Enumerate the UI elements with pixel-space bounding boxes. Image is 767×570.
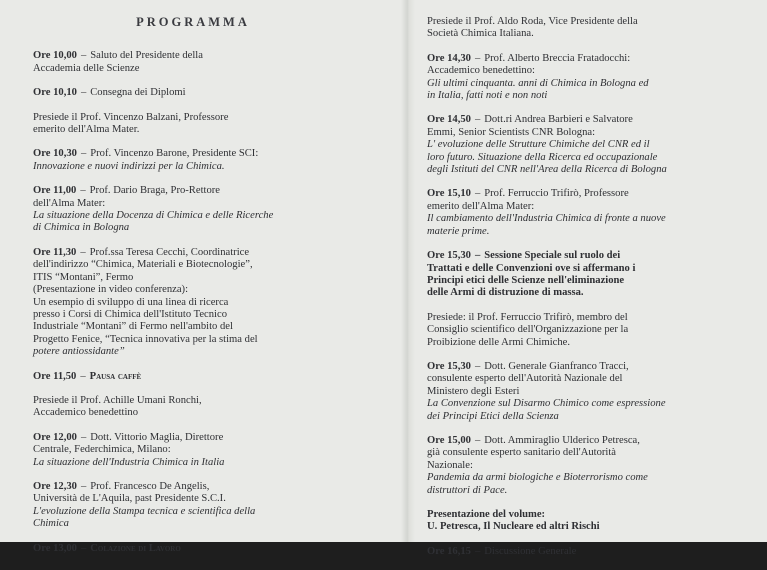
- program-entry: [33, 112, 353, 137]
- entry-time: Ore 14,30: [427, 52, 471, 64]
- entry-dash: –: [80, 50, 87, 62]
- entry-line: [427, 287, 745, 299]
- entry-dash: –: [80, 370, 86, 382]
- entry-topic: loro futuro. Situazione della Ricerca ed occupazionale: [427, 151, 658, 163]
- entry-text: emerito dell'Alma Mater:: [427, 200, 535, 212]
- entry-time: Ore 11,30: [33, 246, 77, 258]
- entry-line: [33, 185, 353, 197]
- entry-line: [427, 337, 745, 349]
- entry-text: Centrale, Federchimica, Milano:: [33, 444, 171, 456]
- entry-text: Ministero degli Esteri: [427, 385, 520, 397]
- program-entry: [33, 371, 353, 383]
- entry-line: [427, 324, 745, 336]
- program-entry: [33, 481, 353, 531]
- entry-text: Pausa caffè: [89, 370, 142, 382]
- entry-line: [427, 521, 745, 533]
- entry-text: Società Chimica Italiana.: [427, 28, 534, 40]
- entry-text: Industriale “Montani” di Fermo nell'ambito del: [33, 321, 233, 333]
- entry-time: Ore 15,10: [427, 188, 471, 200]
- entry-line: [33, 432, 353, 444]
- right-column: [427, 0, 745, 570]
- entry-text: Prof.ssa Teresa Cecchi, Coordinatrice: [89, 246, 250, 258]
- entry-time: Ore 15,00: [427, 434, 471, 446]
- entry-text: Prof. Ferruccio Trifirò, Professore: [484, 188, 629, 200]
- entry-topic: di Chimica in Bologna: [33, 222, 130, 234]
- entry-time: Ore 13,00: [33, 542, 77, 554]
- entry-line: [33, 247, 353, 259]
- entry-line: [427, 546, 745, 558]
- entry-text: Presiede il Prof. Vincenzo Balzani, Professore: [33, 111, 229, 123]
- entry-topic: L'evoluzione della Stampa tecnica e scientifica della: [33, 505, 256, 517]
- entry-line: [427, 16, 745, 28]
- entry-line: [427, 53, 745, 65]
- program-entry: [427, 250, 745, 300]
- entry-line: [427, 65, 745, 77]
- entry-time: Ore 11,00: [33, 185, 77, 197]
- entry-time: Ore 10,00: [33, 50, 77, 62]
- program-entry: [33, 395, 353, 420]
- program-entry: [427, 312, 745, 349]
- program-entry: [33, 543, 353, 555]
- entry-line: [427, 312, 745, 324]
- entry-line: [427, 460, 745, 472]
- entry-topic: Il cambiamento dell'Industria Chimica di fronte a nuove: [427, 213, 666, 225]
- program-entry: [427, 53, 745, 103]
- program-entry: [427, 361, 745, 423]
- entry-topic: Innovazione e nuovi indirizzi per la Chimica.: [33, 160, 225, 172]
- entry-text: Proibizione delle Armi Chimiche.: [427, 336, 570, 348]
- entry-line: [33, 395, 353, 407]
- program-entry: [427, 435, 745, 497]
- entry-time: Ore 11,50: [33, 370, 77, 382]
- entry-text: Un esempio di sviluppo di una linea di ricerca: [33, 296, 229, 308]
- entry-line: [33, 493, 353, 505]
- program-entry: [427, 188, 745, 238]
- entry-topic: La situazione della Docenza di Chimica e delle Ricerche: [33, 210, 274, 222]
- entry-line: [33, 50, 353, 62]
- entry-line: [427, 188, 745, 200]
- entry-text: Principi etici delle Scienze nell'eliminazione: [427, 274, 625, 286]
- entry-time: Ore 14,50: [427, 114, 471, 126]
- entry-dash: –: [474, 52, 481, 64]
- entry-text: (Presentazione in video conferenza):: [33, 284, 189, 296]
- entry-text: dell'indirizzo “Chimica, Materiali e Biotecnologie”,: [33, 259, 253, 271]
- entry-time: Ore 16,15: [427, 545, 471, 557]
- program-entry: [427, 114, 745, 176]
- entry-text: Accademico benedettino:: [427, 65, 535, 77]
- entry-topic: Gli ultimi cinquanta. anni di Chimica in Bologna ed: [427, 77, 649, 89]
- entry-dash: –: [474, 250, 481, 262]
- entry-line: [33, 371, 353, 383]
- entry-time: Ore 15,30: [427, 250, 471, 262]
- entry-topic: degli Istituti del CNR nell'Area della Ricerca di Bologna: [427, 164, 667, 176]
- entry-line: [427, 127, 745, 139]
- program-entry: [427, 509, 745, 534]
- entry-text: dell'Alma Mater:: [33, 197, 106, 209]
- entry-line: [427, 250, 745, 262]
- entry-text: Prof. Vincenzo Barone, Presidente SCI:: [90, 148, 259, 160]
- entry-line: [33, 198, 353, 210]
- entry-dash: –: [80, 185, 86, 197]
- program-entry: [33, 50, 353, 75]
- entry-line: [33, 112, 353, 124]
- entry-topic: materie prime.: [427, 225, 490, 237]
- entry-dash: –: [80, 431, 87, 443]
- entry-text: Università de L'Aquila, past Presidente S.C.I.: [33, 493, 226, 505]
- entry-dash: –: [80, 480, 87, 492]
- entry-text: Prof. Alberto Breccia Fratadocchi:: [484, 52, 631, 64]
- entry-topic: distruttori di Pace.: [427, 484, 508, 496]
- entry-text: Progetto Fenice, “Tecnica innovativa per la stima del: [33, 333, 258, 345]
- entry-time: Ore 12,30: [33, 480, 77, 492]
- entry-text: Prof. Dario Braga, Pro-Rettore: [89, 185, 220, 197]
- entry-time: Ore 12,00: [33, 431, 77, 443]
- entry-line: [427, 114, 745, 126]
- entry-line: [33, 407, 353, 419]
- entry-line: [33, 272, 353, 284]
- entry-text: ITIS “Montani”, Fermo: [33, 271, 134, 283]
- entry-dash: –: [80, 87, 87, 99]
- entry-line: [33, 543, 353, 555]
- entry-text: Dott. Ammiraglio Ulderico Petresca,: [484, 434, 640, 446]
- entry-text: Accademico benedettino: [33, 407, 139, 419]
- entry-line: [427, 509, 745, 521]
- entry-line: [427, 275, 745, 287]
- entry-line: [427, 201, 745, 213]
- left-entries: [33, 50, 353, 555]
- entry-topic: potere antiossidante”: [33, 346, 125, 358]
- entry-topic: La Convenzione sul Disarmo Chimico come espressione: [427, 398, 666, 410]
- entry-dash: –: [474, 545, 481, 557]
- entry-topic: Pandemia da armi biologiche e Bioterrorismo come: [427, 472, 648, 484]
- entry-text: Presentazione del volume:: [427, 509, 546, 520]
- entry-text: già consulente esperto sanitario dell'Autorità: [427, 447, 617, 459]
- entry-text: delle Armi di distruzione di massa.: [427, 287, 584, 299]
- entry-text: Trattati e delle Convenzioni ove si affermano i: [427, 262, 636, 274]
- entry-dash: –: [80, 148, 87, 160]
- entry-line: [33, 481, 353, 493]
- entry-time: Ore 10,30: [33, 148, 77, 160]
- entry-line: [427, 447, 745, 459]
- entry-text: Prof. Francesco De Angelis,: [90, 480, 210, 492]
- entry-dash: –: [474, 114, 481, 126]
- entry-text: Sessione Speciale sul ruolo dei: [484, 250, 621, 262]
- entry-line: [33, 63, 353, 75]
- program-entry: [427, 546, 745, 558]
- entry-line: [33, 444, 353, 456]
- entry-text: consulente esperto dell'Autorità Nazionale del: [427, 373, 623, 385]
- entry-line: [33, 309, 353, 321]
- entry-text: Emmi, Senior Scientists CNR Bologna:: [427, 126, 596, 138]
- right-entries: [427, 16, 745, 558]
- entry-dash: –: [80, 246, 86, 258]
- entry-line: [427, 373, 745, 385]
- entry-text: presso i Corsi di Chimica dell'Istituto Tecnico: [33, 308, 227, 320]
- entry-line: [427, 386, 745, 398]
- entry-line: [33, 124, 353, 136]
- entry-topic: in Italia, fatti noti e non noti: [427, 90, 548, 102]
- entry-line: [427, 28, 745, 40]
- entry-text: Dott.ri Andrea Barbieri e Salvatore: [484, 114, 633, 126]
- program-entry: [33, 185, 353, 235]
- entry-line: [427, 263, 745, 275]
- page-title: PROGRAMMA: [136, 15, 250, 29]
- entry-text: Presiede: il Prof. Ferruccio Trifirò, membro del: [427, 311, 628, 323]
- entry-line: [33, 334, 353, 346]
- entry-dash: –: [474, 360, 481, 372]
- entry-time: Ore 10,10: [33, 87, 77, 99]
- entry-topic: Chimica: [33, 518, 69, 530]
- entry-text: Nazionale:: [427, 459, 473, 471]
- entry-time: Ore 15,30: [427, 360, 471, 372]
- entry-line: [427, 361, 745, 373]
- entry-text: Discussione Generale: [484, 545, 577, 557]
- entry-dash: –: [474, 188, 481, 200]
- entry-line: [33, 87, 353, 99]
- entry-topic: La situazione dell'Industria Chimica in Italia: [33, 456, 225, 468]
- entry-text: Colazione di Lavoro: [90, 542, 181, 554]
- page-fold: [401, 0, 415, 542]
- left-column: [33, 0, 353, 567]
- entry-text: Presiede il Prof. Achille Umani Ronchi,: [33, 394, 202, 406]
- program-entry: [33, 432, 353, 469]
- entry-dash: –: [80, 542, 87, 554]
- entry-line: [427, 435, 745, 447]
- entry-dash: –: [474, 434, 481, 446]
- entry-text: emerito dell'Alma Mater.: [33, 124, 140, 136]
- entry-line: [33, 297, 353, 309]
- program-entry: [33, 148, 353, 173]
- entry-text: Accademia delle Scienze: [33, 62, 140, 74]
- program-entry: [427, 16, 745, 41]
- entry-text: Saluto del Presidente della: [90, 50, 203, 62]
- entry-text: Dott. Generale Gianfranco Tracci,: [484, 360, 629, 372]
- entry-text: Presiede il Prof. Aldo Roda, Vice Presidente della: [427, 16, 638, 27]
- program-entry: [33, 247, 353, 359]
- entry-line: [33, 259, 353, 271]
- entry-line: [33, 284, 353, 296]
- entry-line: [33, 321, 353, 333]
- entry-text: Consiglio scientifico dell'Organizzazione per la: [427, 324, 629, 336]
- entry-line: [33, 148, 353, 160]
- entry-text: Consegna dei Diplomi: [90, 87, 186, 99]
- program-entry: [33, 87, 353, 99]
- entry-topic: L' evoluzione delle Strutture Chimiche del CNR ed il: [427, 139, 650, 151]
- entry-text: Dott. Vittorio Maglia, Direttore: [90, 431, 224, 443]
- entry-topic: dei Principi Etici della Scienza: [427, 410, 559, 422]
- entry-text: U. Petresca, Il Nucleare ed altri Rischi: [427, 521, 600, 533]
